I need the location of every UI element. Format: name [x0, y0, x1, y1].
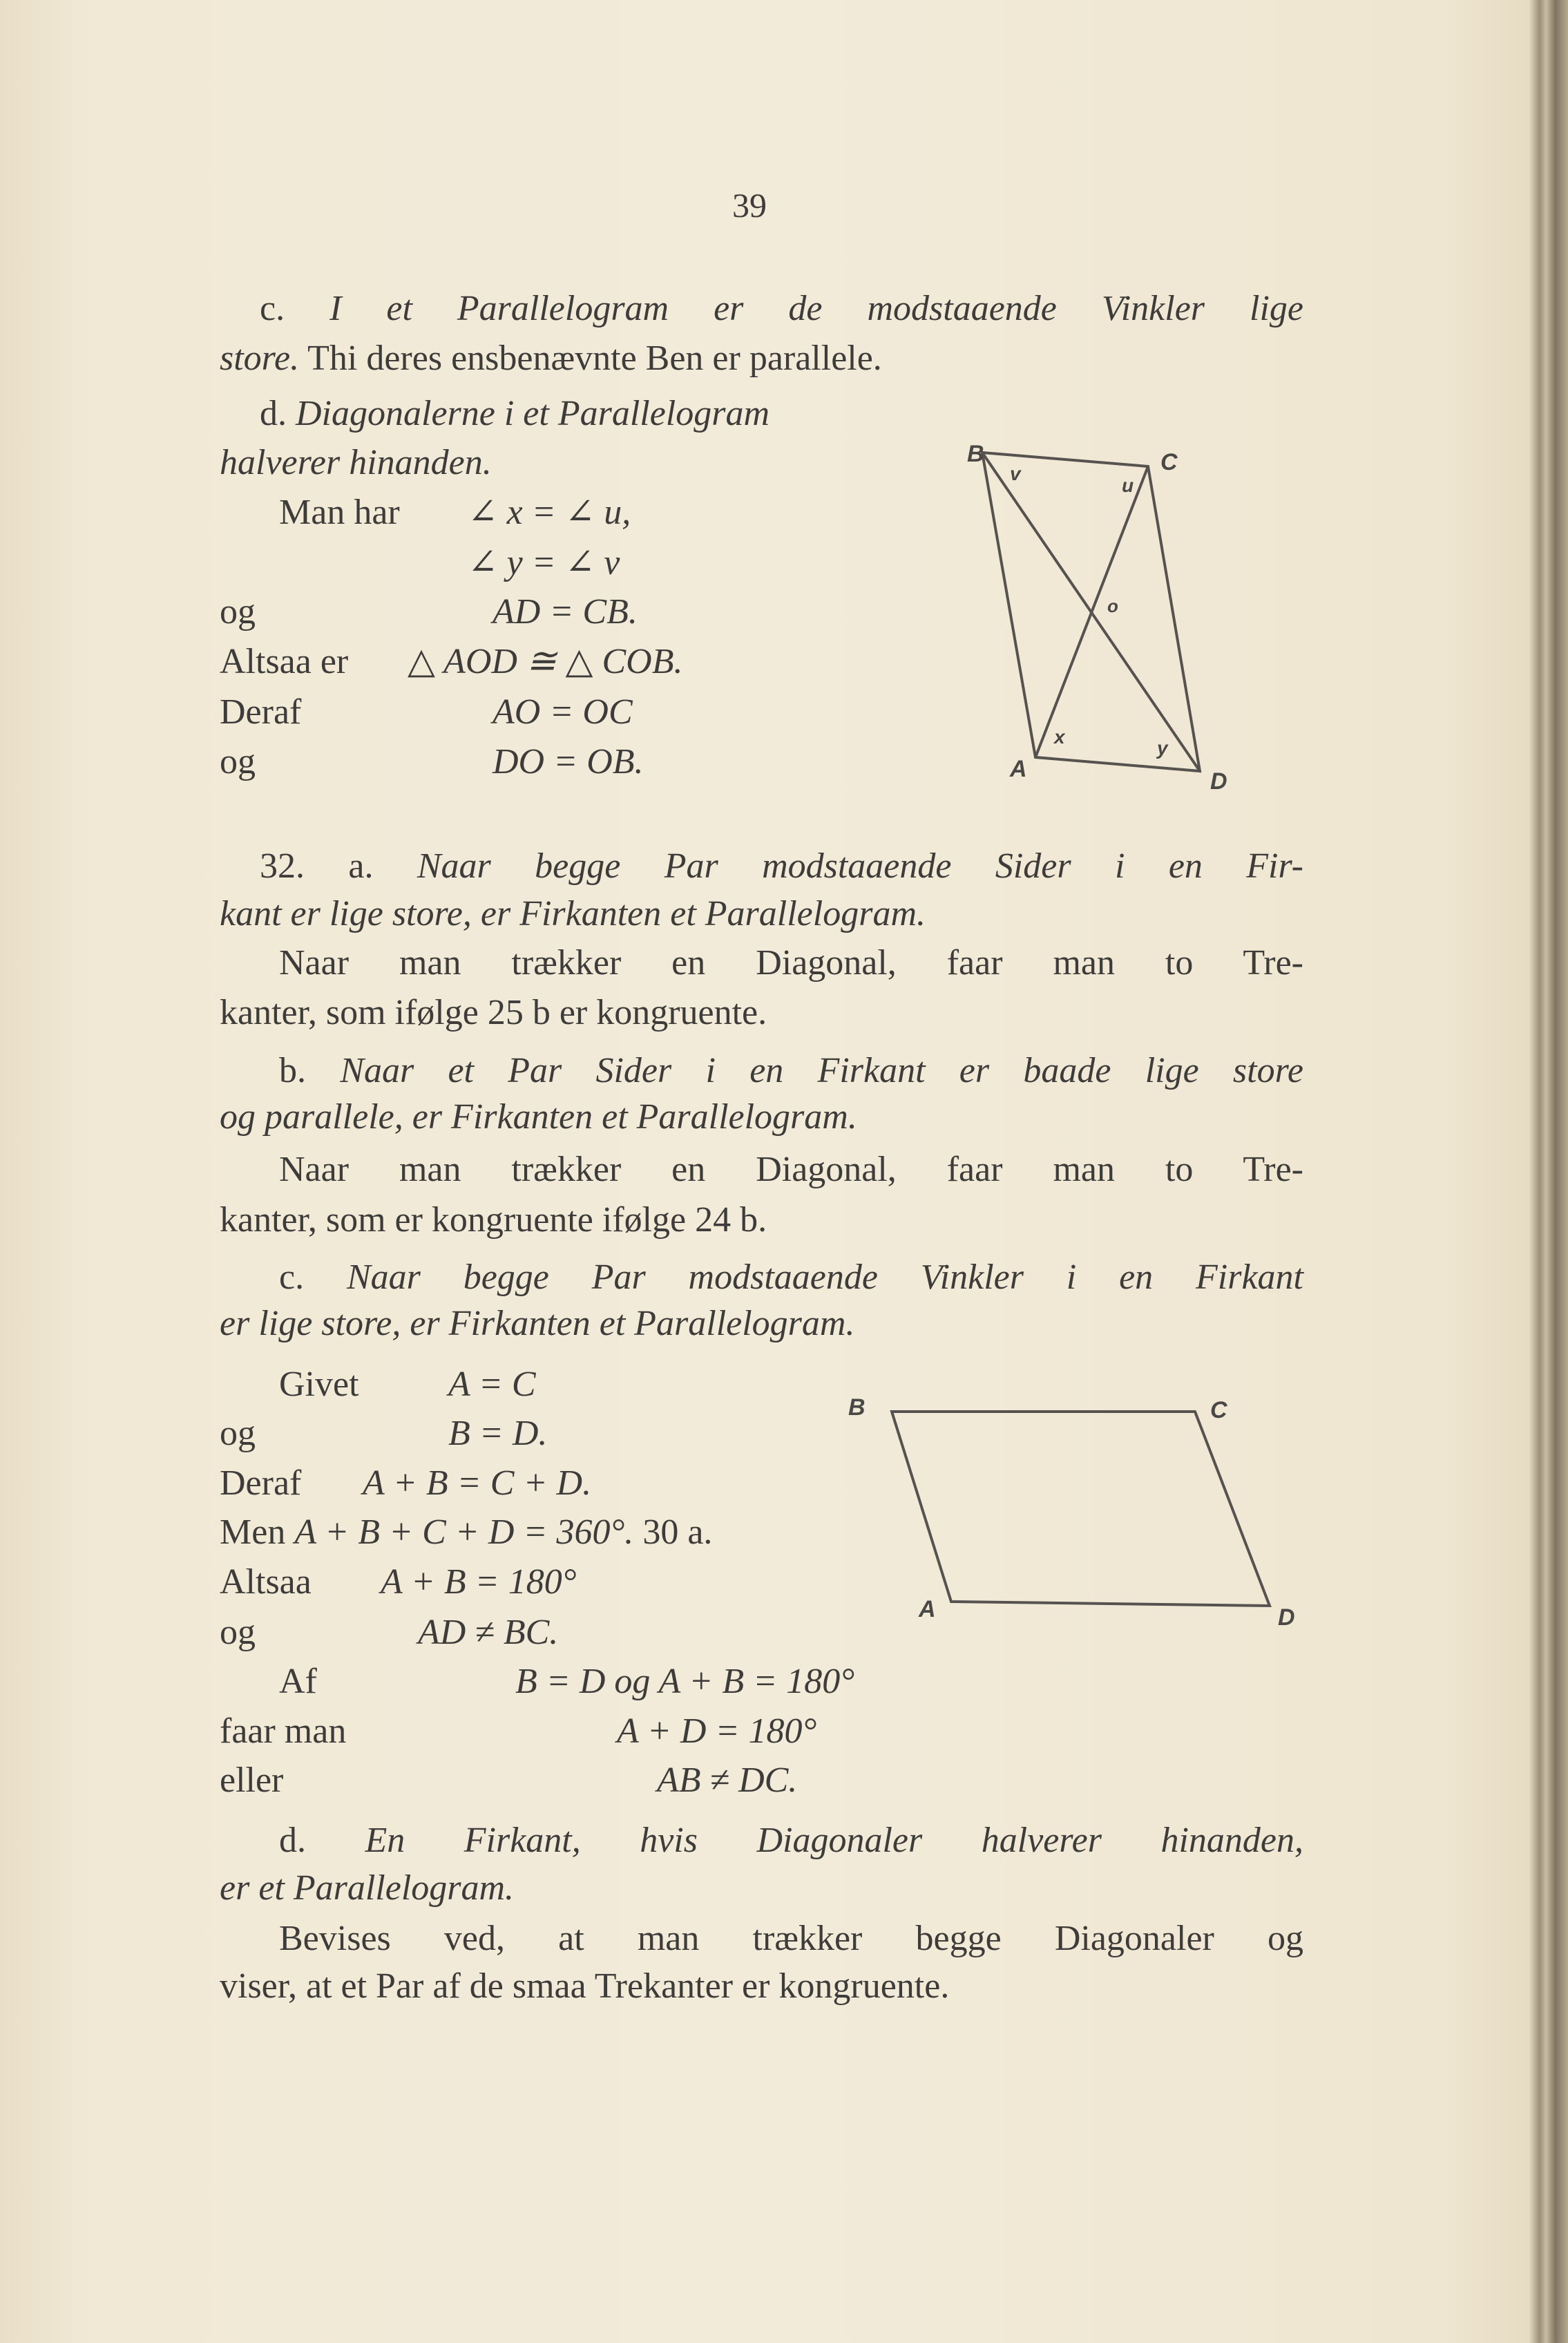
s32a-theorem-end: kant er lige store, er Firkanten et Parallelogram.: [220, 894, 926, 933]
c-theorem: I et Parallelogram er de modstaaende Vinkler lige: [329, 289, 1303, 328]
proof-expr: ∠ y = ∠ v: [468, 543, 620, 582]
c-reason: Thi deres ensbenævnte Ben er parallele.: [307, 339, 882, 378]
proof-expr: B = D.: [448, 1414, 548, 1453]
proof-expr: A + D = 180°: [617, 1711, 817, 1751]
proof-expr: A + B = C + D.: [363, 1463, 592, 1503]
label-x: x: [1054, 726, 1065, 748]
proof-expr: ∠ x = ∠ u,: [468, 493, 631, 532]
s32b-theorem-end: og parallele, er Firkanten et Parallelogram.: [220, 1097, 857, 1137]
label-d: D: [1210, 768, 1227, 795]
s32d-theorem: En Firkant, hvis Diagonaler halverer hinanden,: [365, 1821, 1303, 1860]
s32b-proof: Naar man trækker en Diagonal, faar man to Tre-: [279, 1150, 1303, 1189]
proof-word: Deraf: [220, 692, 302, 732]
diagonal-ac: [1035, 466, 1148, 757]
proof-word: Deraf: [220, 1463, 302, 1503]
proof-word: eller: [220, 1761, 284, 1800]
proof-word: Men: [220, 1512, 286, 1552]
proof-word: Altsaa er: [220, 642, 349, 681]
label-u: u: [1122, 475, 1134, 496]
s32a-proof-end: kanter, som ifølge 25 b er kongruente.: [220, 993, 767, 1032]
reference: 30 a.: [642, 1512, 713, 1552]
proof-expr: A = C: [448, 1365, 536, 1404]
proof-expr: DO = OB.: [493, 742, 644, 781]
proof-word: Altsaa: [220, 1562, 312, 1602]
c-theorem-end: store.: [220, 339, 300, 378]
s32c-theorem: Naar begge Par modstaaende Vinkler i en Firkant: [346, 1258, 1303, 1297]
d-theorem: Diagonalerne i et Parallelogram: [296, 394, 770, 433]
label-o: o: [1107, 596, 1118, 616]
label-b: B: [967, 441, 984, 467]
label-a: A: [1010, 756, 1027, 782]
c-label: c.: [260, 289, 285, 328]
label-b2: B: [848, 1394, 866, 1421]
proof-expr: AD ≠ BC.: [418, 1613, 559, 1652]
s32c-theorem-end: er lige store, er Firkanten et Parallelogram.: [220, 1304, 855, 1343]
proof-expr: AB ≠ DC.: [657, 1761, 798, 1800]
proof-word: og: [220, 1613, 256, 1652]
proof-expr: A + B = 180°: [381, 1562, 577, 1602]
d-label: d.: [260, 394, 287, 433]
s32a-proof: Naar man trækker en Diagonal, faar man to Tre-: [279, 943, 1303, 983]
s32b-theorem: Naar et Par Sider i en Firkant er baade lige store: [340, 1051, 1304, 1090]
proof-expr: AD = CB.: [493, 592, 638, 632]
proof-expr: △ AOD ≅ △ COB.: [408, 642, 683, 681]
label-y: y: [1157, 737, 1168, 759]
s32c-label: c.: [279, 1258, 305, 1297]
proof-expr: AO = OC: [493, 692, 633, 732]
s32b-proof-end: kanter, som er kongruente ifølge 24 b.: [220, 1200, 767, 1240]
label-c2: C: [1210, 1397, 1227, 1423]
s32a-label: 32. a.: [260, 846, 374, 886]
proof-word: faar man: [220, 1711, 347, 1751]
proof-word: og: [220, 742, 256, 781]
parallelogram-figure: [892, 1412, 1270, 1606]
proof-word: Af: [279, 1662, 317, 1701]
s32d-theorem-end: er et Parallelogram.: [220, 1868, 515, 1908]
label-c: C: [1160, 449, 1178, 475]
label-a2: A: [919, 1596, 936, 1622]
proof-expr: B = D og A + B = 180°: [515, 1662, 855, 1701]
proof-expr: A + B + C + D = 360°.: [294, 1512, 634, 1552]
s32a-theorem: Naar begge Par modstaaende Sider i en Fir-: [417, 846, 1303, 886]
d-theorem-end: halverer hinanden.: [220, 443, 492, 482]
s32d-proof: Bevises ved, at man trækker begge Diagonaler og: [279, 1919, 1303, 1958]
parallelogram-outline-2: [892, 1412, 1270, 1606]
s32b-label: b.: [279, 1051, 306, 1090]
proof-word: Givet: [279, 1365, 359, 1404]
s32d-proof-end: viser, at et Par af de smaa Trekanter er kongruente.: [220, 1966, 950, 2006]
s32d-label: d.: [279, 1821, 306, 1860]
page-number: 39: [732, 186, 767, 225]
proof-word: Man har: [279, 493, 400, 532]
proof-word: og: [220, 592, 256, 632]
label-v: v: [1010, 463, 1021, 484]
proof-word: og: [220, 1414, 256, 1453]
label-d2: D: [1278, 1604, 1295, 1631]
parallelogram-diagonals-figure: [982, 453, 1200, 771]
